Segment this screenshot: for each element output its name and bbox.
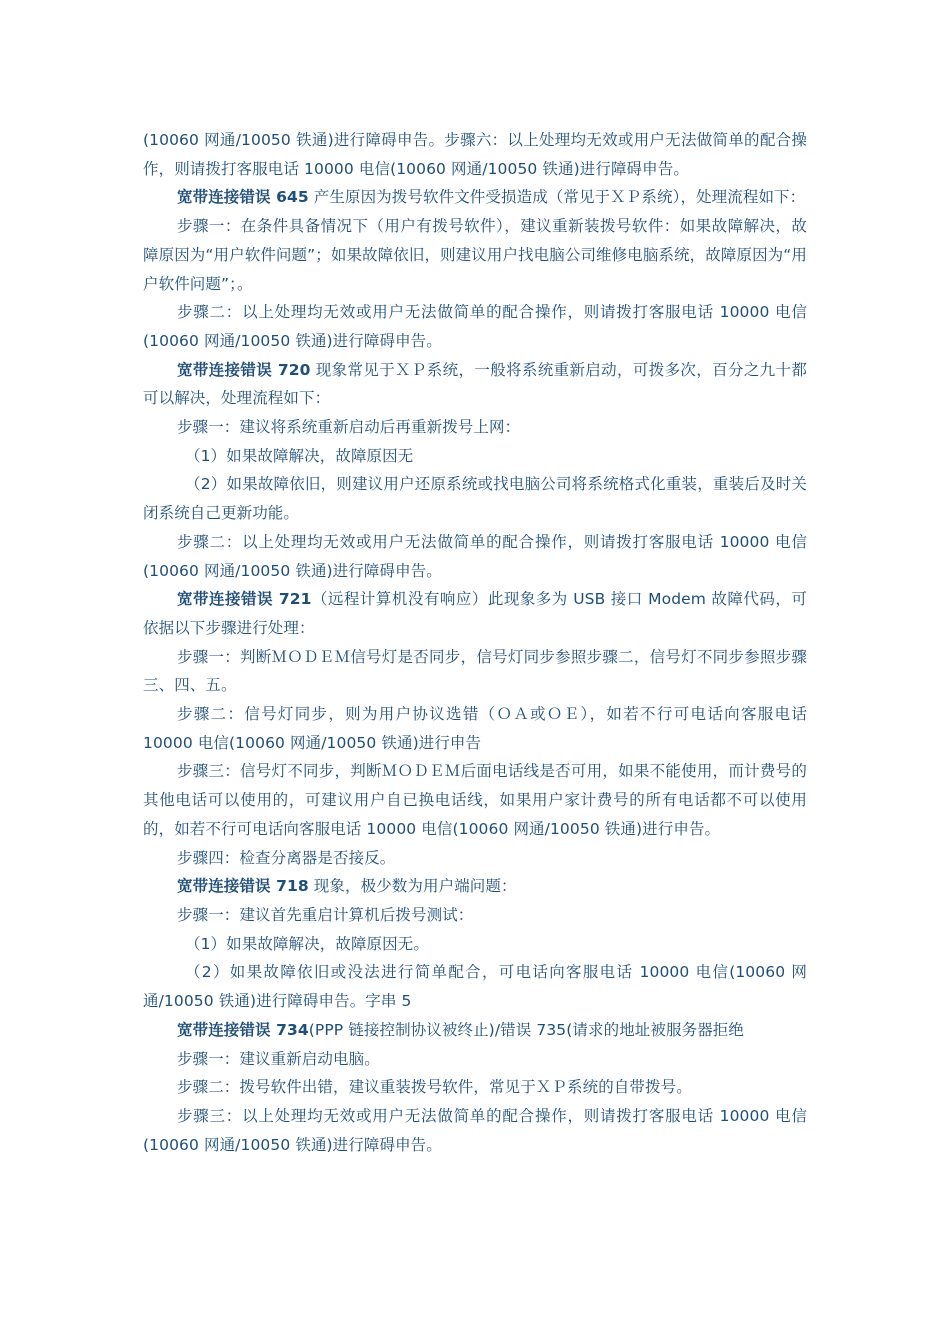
paragraph	[143, 872, 807, 901]
error-heading: 宽带连接错误 720	[177, 360, 311, 379]
paragraph	[143, 585, 807, 642]
paragraph-text: （2）如果故障依旧，则建议用户还原系统或找电脑公司将系统格式化重装，重装后及时关闭系统自己更新功能。	[143, 475, 807, 523]
paragraph-text: 步骤一：判断ＭＯＤＥＭ信号灯是否同步，信号灯同步参照步骤二，信号灯不同步参照步骤三、四、五。	[143, 647, 807, 695]
paragraph	[143, 126, 807, 183]
paragraph	[143, 844, 807, 873]
paragraph-text: 步骤一：建议重新启动电脑。	[177, 1049, 380, 1068]
paragraph	[143, 298, 807, 355]
paragraph	[143, 413, 807, 442]
paragraph	[143, 958, 807, 1015]
paragraph-text: 步骤一：在条件具备情况下（用户有拨号软件），建议重新装拨号软件：如果故障解决，故障原因为“用户软件问题”；如果故障依旧，则建议用户找电脑公司维修电脑系统，故障原因为“用户软件问题”；。	[143, 217, 807, 293]
paragraph	[143, 643, 807, 700]
paragraph	[143, 183, 807, 212]
paragraph-text: （远程计算机没有响应）此现象多为 USB 接口 Modem 故障代码，可依据以下步骤进行处理：	[143, 590, 807, 637]
paragraph-text: (10060 网通/10050 铁通)进行障碍申告。步骤六：以上处理均无效或用户无法做简单的配合操作，则请拨打客服电话 10000 电信(10060 网通/10050 铁通)进行障碍申告。	[143, 131, 807, 178]
paragraph	[143, 528, 807, 585]
paragraph	[143, 1045, 807, 1074]
paragraph-text: 步骤三：以上处理均无效或用户无法做简单的配合操作，则请拨打客服电话 10000 电信(10060 网通/10050 铁通)进行障碍申告。	[143, 1106, 807, 1154]
paragraph-text: 步骤四：检查分离器是否接反。	[177, 848, 396, 867]
paragraph	[143, 757, 807, 843]
paragraph-text: 产生原因为拨号软件文件受损造成（常见于ＸＰ系统），处理流程如下：	[308, 188, 806, 207]
paragraph-text: （1）如果故障解决，故障原因无	[185, 446, 414, 465]
error-heading: 宽带连接错误 734	[177, 1020, 309, 1039]
paragraph-text: (PPP 链接控制协议被终止)/错误 735(请求的地址被服务器拒绝	[308, 1020, 745, 1039]
paragraph-text: 步骤二：拨号软件出错，建议重装拨号软件，常见于ＸＰ系统的自带拨号。	[177, 1078, 692, 1097]
paragraph	[143, 901, 807, 930]
paragraph-text: 现象，极少数为用户端问题：	[308, 877, 517, 896]
error-heading: 宽带连接错误 721	[177, 590, 312, 609]
paragraph-text: 步骤二：以上处理均无效或用户无法做简单的配合操作，则请拨打客服电话 10000 电信(10060 网通/10050 铁通)进行障碍申告。	[143, 532, 807, 580]
paragraph	[143, 1073, 807, 1102]
error-heading: 宽带连接错误 645	[177, 188, 309, 207]
paragraph-text: （2）如果故障依旧或没法进行简单配合，可电话向客服电话 10000 电信(10060 网通/10050 铁通)进行障碍申告。字串 5	[143, 963, 807, 1011]
paragraph	[143, 930, 807, 959]
paragraph-text: 步骤二：信号灯同步，则为用户协议选错（ＯＡ或ＯＥ），如若不行可电话向客服电话 10000 电信(10060 网通/10050 铁通)进行申告	[143, 705, 807, 752]
paragraph-text: 步骤三：信号灯不同步，判断ＭＯＤＥＭ后面电话线是否可用，如果不能使用，而计费号的其他电话可以使用的，可建议用户自已换电话线，如果用户家计费号的所有电话都不可以使用的，如若不行可电话向客服电话 10000 电信(10060 网通/10050 铁通)进行申告。	[143, 762, 807, 838]
paragraph	[143, 212, 807, 298]
paragraph	[143, 442, 807, 471]
paragraph	[143, 700, 807, 757]
paragraph-text: （1）如果故障解决，故障原因无。	[185, 934, 429, 953]
paragraph	[143, 470, 807, 527]
paragraph	[143, 1016, 807, 1045]
paragraph-text: 步骤一：建议首先重启计算机后拨号测试：	[177, 905, 474, 924]
paragraph	[143, 1102, 807, 1159]
document-body	[143, 126, 807, 1159]
paragraph-text: 步骤一：建议将系统重新启动后再重新拨号上网：	[177, 418, 521, 437]
error-heading: 宽带连接错误 718	[177, 877, 309, 896]
paragraph-text: 步骤二：以上处理均无效或用户无法做简单的配合操作，则请拨打客服电话 10000 电信(10060 网通/10050 铁通)进行障碍申告。	[143, 303, 807, 350]
paragraph	[143, 356, 807, 413]
paragraph-text: 现象常见于ＸＰ系统，一般将系统重新启动，可拨多次，百分之九十都可以解决，处理流程如下：	[143, 360, 807, 408]
